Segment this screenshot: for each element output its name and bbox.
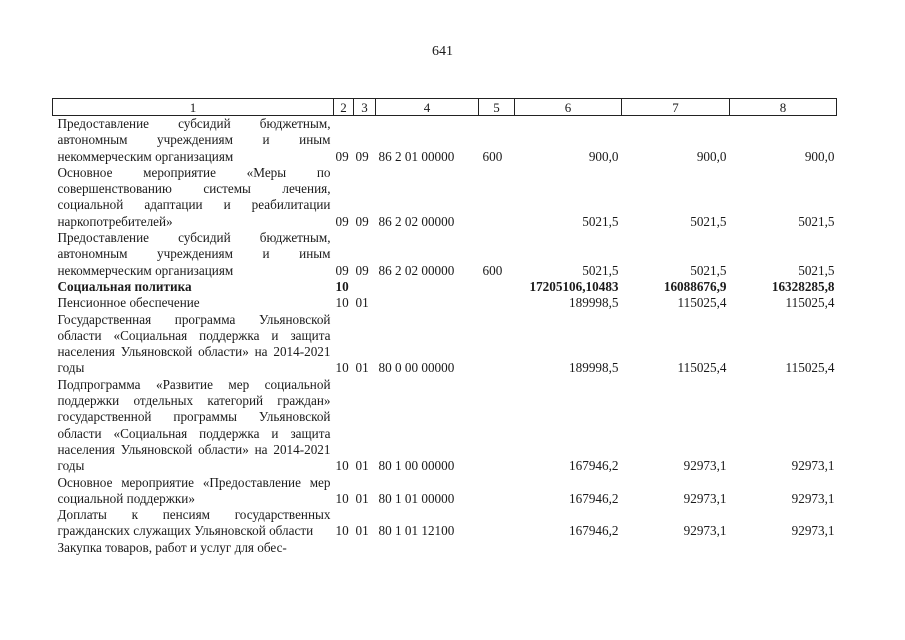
header-col-amount-2: 7	[622, 99, 730, 116]
row-expense-type: 600	[482, 262, 503, 278]
row-target-code: 86 2 02 00000	[378, 262, 455, 278]
row-subsection-code: 01	[355, 490, 369, 506]
row-amount-3: 5021,5	[798, 213, 835, 229]
page-number: 641	[432, 44, 453, 59]
header-col-expense-type: 5	[479, 99, 515, 116]
row-amount-3: 92973,1	[791, 458, 835, 474]
table-row	[53, 507, 837, 540]
row-amount-3: 115025,4	[785, 295, 835, 311]
row-subsection-code: 01	[355, 523, 369, 539]
row-target-code: 80 1 00 00000	[378, 458, 455, 474]
row-target-code	[376, 279, 479, 295]
row-name: Предоставление субсидий бюджетным, автономным учреждениям и иным некоммерческим организациям	[57, 230, 331, 278]
row-section-code: 09	[335, 262, 349, 278]
row-amount-3: 900,0	[804, 148, 835, 164]
row-section-code: 10	[335, 490, 349, 506]
row-target-code: 80 0 00 00000	[378, 360, 455, 376]
row-expense-type: 600	[482, 148, 503, 164]
row-target-code: 86 2 02 00000	[378, 213, 455, 229]
row-subsection-code: 09	[355, 148, 369, 164]
row-target-code	[376, 540, 479, 556]
budget-table	[52, 98, 837, 556]
row-section-code: 09	[335, 213, 349, 229]
row-expense-type	[479, 540, 515, 556]
row-name: Доплаты к пенсиям государственных гражданских служащих Ульяновской области	[57, 507, 331, 539]
row-amount-1: 900,0	[588, 148, 619, 164]
row-name: Основное мероприятие «Предоставление мер социальной поддержки»	[57, 474, 331, 506]
row-name: Пенсионное обеспечение	[57, 295, 200, 311]
row-name: Государственная программа Ульяновской области «Социальная поддержка и защита населения Ульяновской области» на 2014-2021 годы	[57, 311, 331, 376]
row-subsection-code: 01	[355, 295, 369, 311]
row-amount-2: 92973,1	[683, 523, 727, 539]
row-subsection-code: 09	[355, 213, 369, 229]
row-expense-type	[479, 377, 515, 475]
row-subsection-code: 01	[355, 458, 369, 474]
row-name: Предоставление субсидий бюджетным, автономным учреждениям и иным некоммерческим организациям	[57, 116, 331, 164]
table-row	[53, 475, 837, 508]
table-row	[53, 230, 837, 279]
row-amount-2: 5021,5	[690, 213, 727, 229]
header-col-amount-3: 8	[730, 99, 837, 116]
header-col-subsection: 3	[354, 99, 376, 116]
row-target-code	[376, 295, 479, 311]
row-name: Социальная политика	[57, 278, 192, 294]
header-col-name: 1	[53, 99, 334, 116]
row-amount-1: 189998,5	[569, 360, 619, 376]
row-amount-1: 17205106,10483	[529, 278, 619, 294]
header-col-section: 2	[334, 99, 354, 116]
table-body	[53, 116, 837, 557]
row-section-code: 10	[335, 523, 349, 539]
row-name: Подпрограмма «Развитие мер социальной поддержки отдельных категорий граждан» государственной программы Ульяновской области «Социальная поддержка и защита населения Ульяновской области» на 2014-2021 годы	[57, 376, 331, 474]
row-expense-type	[479, 507, 515, 540]
row-amount-3: 16328285,8	[771, 278, 835, 294]
row-target-code: 86 2 01 00000	[378, 148, 455, 164]
row-amount-2: 115025,4	[677, 295, 727, 311]
row-amount-2: 92973,1	[683, 458, 727, 474]
row-amount-2	[622, 540, 730, 556]
row-expense-type	[479, 165, 515, 230]
row-expense-type	[479, 295, 515, 311]
row-subsection-code: 09	[355, 262, 369, 278]
row-amount-1: 167946,2	[569, 523, 619, 539]
row-subsection-code: 01	[355, 360, 369, 376]
row-section-code: 09	[335, 148, 349, 164]
row-section-code: 10	[335, 458, 349, 474]
row-name: Основное мероприятие «Меры по совершенствованию системы лечения, социальной адаптации и реабилитации наркопотребителей»	[57, 164, 331, 229]
row-target-code: 80 1 01 00000	[378, 490, 455, 506]
row-target-code: 80 1 01 12100	[378, 523, 455, 539]
row-amount-3: 92973,1	[791, 523, 835, 539]
header-col-target-code: 4	[376, 99, 479, 116]
row-amount-1: 189998,5	[569, 295, 619, 311]
row-section-code: 10	[335, 278, 349, 294]
row-amount-3: 115025,4	[785, 360, 835, 376]
table-row	[53, 116, 837, 165]
row-amount-2: 900,0	[696, 148, 727, 164]
row-subsection-code	[354, 279, 376, 295]
row-amount-1: 5021,5	[582, 213, 619, 229]
row-subsection-code	[354, 540, 376, 556]
table-header-row	[53, 99, 837, 116]
table-row	[53, 377, 837, 475]
row-amount-1: 167946,2	[569, 490, 619, 506]
row-section-code: 10	[335, 295, 349, 311]
table-row	[53, 312, 837, 377]
row-name: Закупка товаров, работ и услуг для обес-	[57, 539, 287, 555]
row-amount-2: 115025,4	[677, 360, 727, 376]
table-row	[53, 295, 837, 311]
row-amount-1	[515, 540, 622, 556]
row-amount-3: 5021,5	[798, 262, 835, 278]
row-amount-1: 167946,2	[569, 458, 619, 474]
row-amount-2: 5021,5	[690, 262, 727, 278]
row-section-code	[334, 540, 354, 556]
row-amount-2: 16088676,9	[663, 278, 727, 294]
row-amount-3: 92973,1	[791, 490, 835, 506]
row-section-code: 10	[335, 360, 349, 376]
row-amount-2: 92973,1	[683, 490, 727, 506]
row-expense-type	[479, 279, 515, 295]
table-row	[53, 540, 837, 556]
table-row	[53, 279, 837, 295]
table-row	[53, 165, 837, 230]
row-expense-type	[479, 312, 515, 377]
row-expense-type	[479, 475, 515, 508]
header-col-amount-1: 6	[515, 99, 622, 116]
row-amount-3	[730, 540, 837, 556]
row-amount-1: 5021,5	[582, 262, 619, 278]
